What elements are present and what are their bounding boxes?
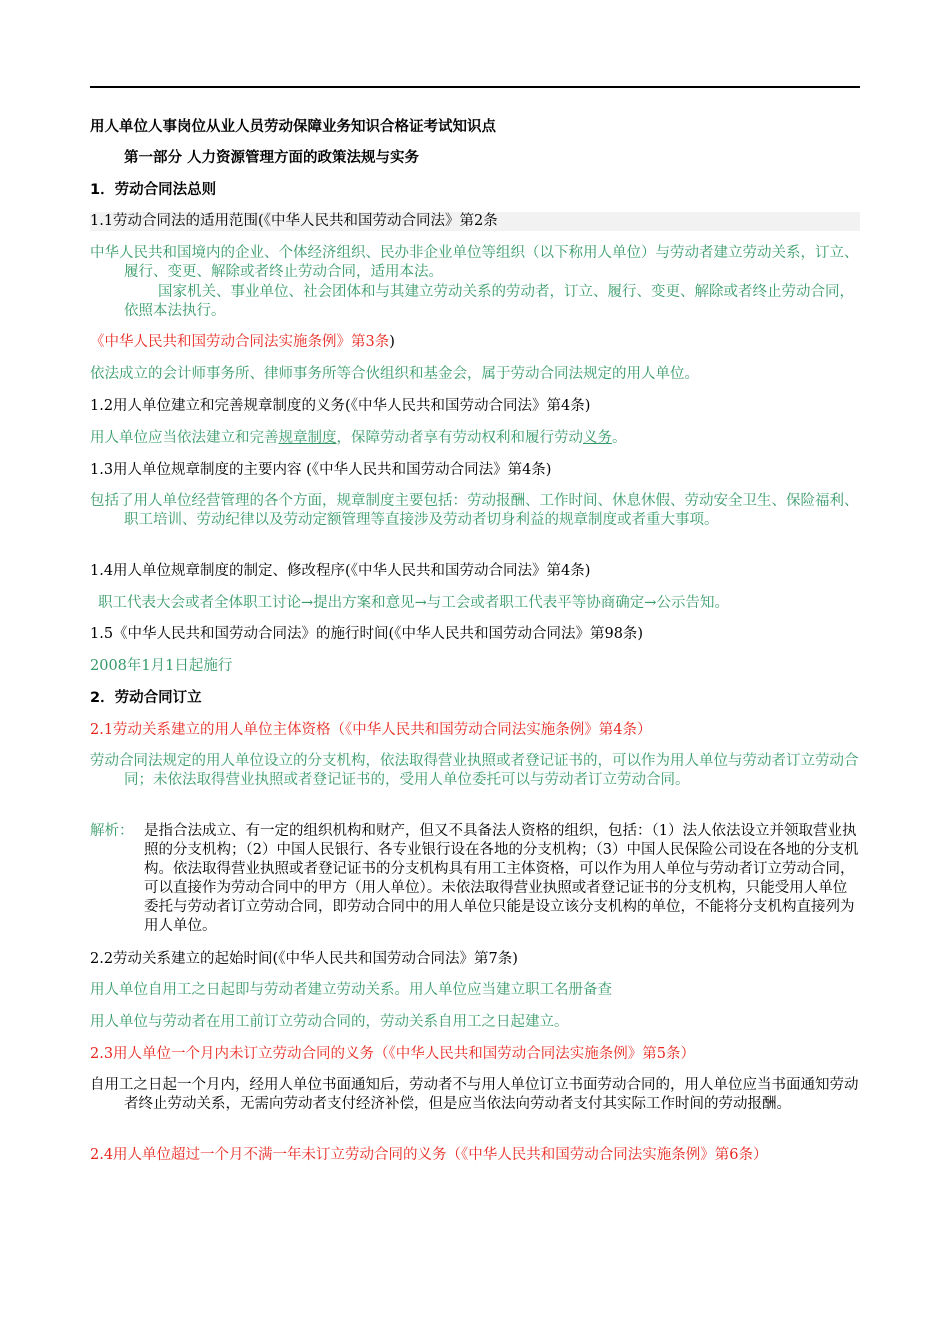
s2-3-text: 自用工之日起一个月内，经用人单位书面通知后，劳动者不与用人单位订立书面劳动合同的，用人单位应当书面通知劳动者终止劳动关系，无需向劳动者支付经济补偿，但是应当依法向劳动者支付其实际工作时间的劳动报酬。 <box>90 1077 859 1112</box>
s1-1-text-2: 国家机关、事业单位、社会团体和与其建立劳动关系的劳动者，订立、履行、变更、解除或者终止劳动合同，依照本法执行。 <box>124 284 854 319</box>
s1-1-ref-tail: ) <box>389 334 395 350</box>
s1-2-text-c: 。 <box>612 430 627 446</box>
s1-2-text-b: ，保障劳动者享有劳动权利和履行劳动 <box>336 430 583 446</box>
s1-2-text-underline-2: 义务 <box>583 430 612 446</box>
doc-title: 用人单位人事岗位从业人员劳动保障业务知识合格证考试知识点 <box>90 119 496 135</box>
subsection-2-3: 2.3用人单位一个月内未订立劳动合同的义务（《中华人民共和国劳动合同法实施条例》第5条） <box>90 1046 696 1062</box>
subsection-2-2: 2.2劳动关系建立的起始时间(《中华人民共和国劳动合同法》第7条) <box>90 951 518 967</box>
part-heading: 第一部分 人力资源管理方面的政策法规与实务 <box>124 150 420 166</box>
subsection-1-5: 1.5《中华人民共和国劳动合同法》的施行时间(《中华人民共和国劳动合同法》第98条) <box>90 626 644 642</box>
s2-2-text-2: 用人单位与劳动者在用工前订立劳动合同的，劳动关系自用工之日起建立。 <box>90 1014 569 1030</box>
s1-3-text: 包括了用人单位经营管理的各个方面，规章制度主要包括：劳动报酬、工作时间、休息休假、劳动安全卫生、保险福利、职工培训、劳动纪律以及劳动定额管理等直接涉及劳动者切身利益的规章制度或者重大事项。 <box>90 493 859 528</box>
s2-1-note <box>90 822 860 936</box>
subsection-1-3: 1.3用人单位规章制度的主要内容 (《中华人民共和国劳动合同法》第4条) <box>90 462 552 478</box>
s1-2-text-underline-1: 规章制度 <box>278 430 337 446</box>
s1-2-text <box>90 429 860 448</box>
s1-1-text-3: 依法成立的会计师事务所、律师事务所等合伙组织和基金会，属于劳动合同法规定的用人单位。 <box>90 366 699 382</box>
subsection-1-1: 1.1劳动合同法的适用范围(《中华人民共和国劳动合同法》第2条 <box>90 212 860 231</box>
s1-1-ref <box>90 333 860 352</box>
s1-2-text-a: 用人单位应当依法建立和完善 <box>90 430 279 446</box>
s1-1-ref-title: 《中华人民共和国劳动合同法实施条例》第3条 <box>90 334 390 350</box>
s1-1-text-1: 中华人民共和国境内的企业、个体经济组织、民办非企业单位等组织（以下称用人单位）与劳动者建立劳动关系，订立、履行、变更、解除或者终止劳动合同，适用本法。 <box>90 245 859 280</box>
s1-4-text: 职工代表大会或者全体职工讨论→提出方案和意见→与工会或者职工代表平等协商确定→公示告知。 <box>98 595 729 611</box>
subsection-1-2: 1.2用人单位建立和完善规章制度的义务(《中华人民共和国劳动合同法》第4条) <box>90 398 591 414</box>
subsection-2-1: 2.1劳动关系建立的用人单位主体资格（《中华人民共和国劳动合同法实施条例》第4条） <box>90 722 652 738</box>
s1-5-text: 2008年1月1日起施行 <box>90 658 233 674</box>
section-1-heading: 1．劳动合同法总则 <box>90 182 217 198</box>
header-rule <box>90 86 860 88</box>
s2-1-text: 劳动合同法规定的用人单位设立的分支机构，依法取得营业执照或者登记证书的，可以作为用人单位与劳动者订立劳动合同；未依法取得营业执照或者登记证书的，受用人单位委托可以与劳动者订立劳动合同。 <box>90 753 859 788</box>
s2-2-text-1: 用人单位自用工之日起即与劳动者建立劳动关系。用人单位应当建立职工名册备查 <box>90 982 612 998</box>
subsection-1-4: 1.4用人单位规章制度的制定、修改程序(《中华人民共和国劳动合同法》第4条) <box>90 563 591 579</box>
s2-1-note-label: 解析： <box>90 823 134 839</box>
subsection-2-4: 2.4用人单位超过一个月不满一年未订立劳动合同的义务（《中华人民共和国劳动合同法实施条例》第6条） <box>90 1147 768 1163</box>
s2-1-note-text: 是指合法成立、有一定的组织机构和财产，但又不具备法人资格的组织，包括：（1）法人依法设立并领取营业执照的分支机构；（2）中国人民银行、各专业银行设在各地的分支机构；（3）中国人民保险公司设在各地的分支机构。依法取得营业执照或者登记证书的分支机构具有用工主体资格，可以作为用人单位与劳动者订立劳动合同，可以直接作为劳动合同中的甲方（用人单位）。未依法取得营业执照或者登记证书的分支机构，只能受用人单位委托与劳动者订立劳动合同，即劳动合同中的用人单位只能是设立该分支机构的单位，不能将分支机构直接列为用人单位。 <box>144 823 859 934</box>
section-2-heading: 2．劳动合同订立 <box>90 690 202 706</box>
